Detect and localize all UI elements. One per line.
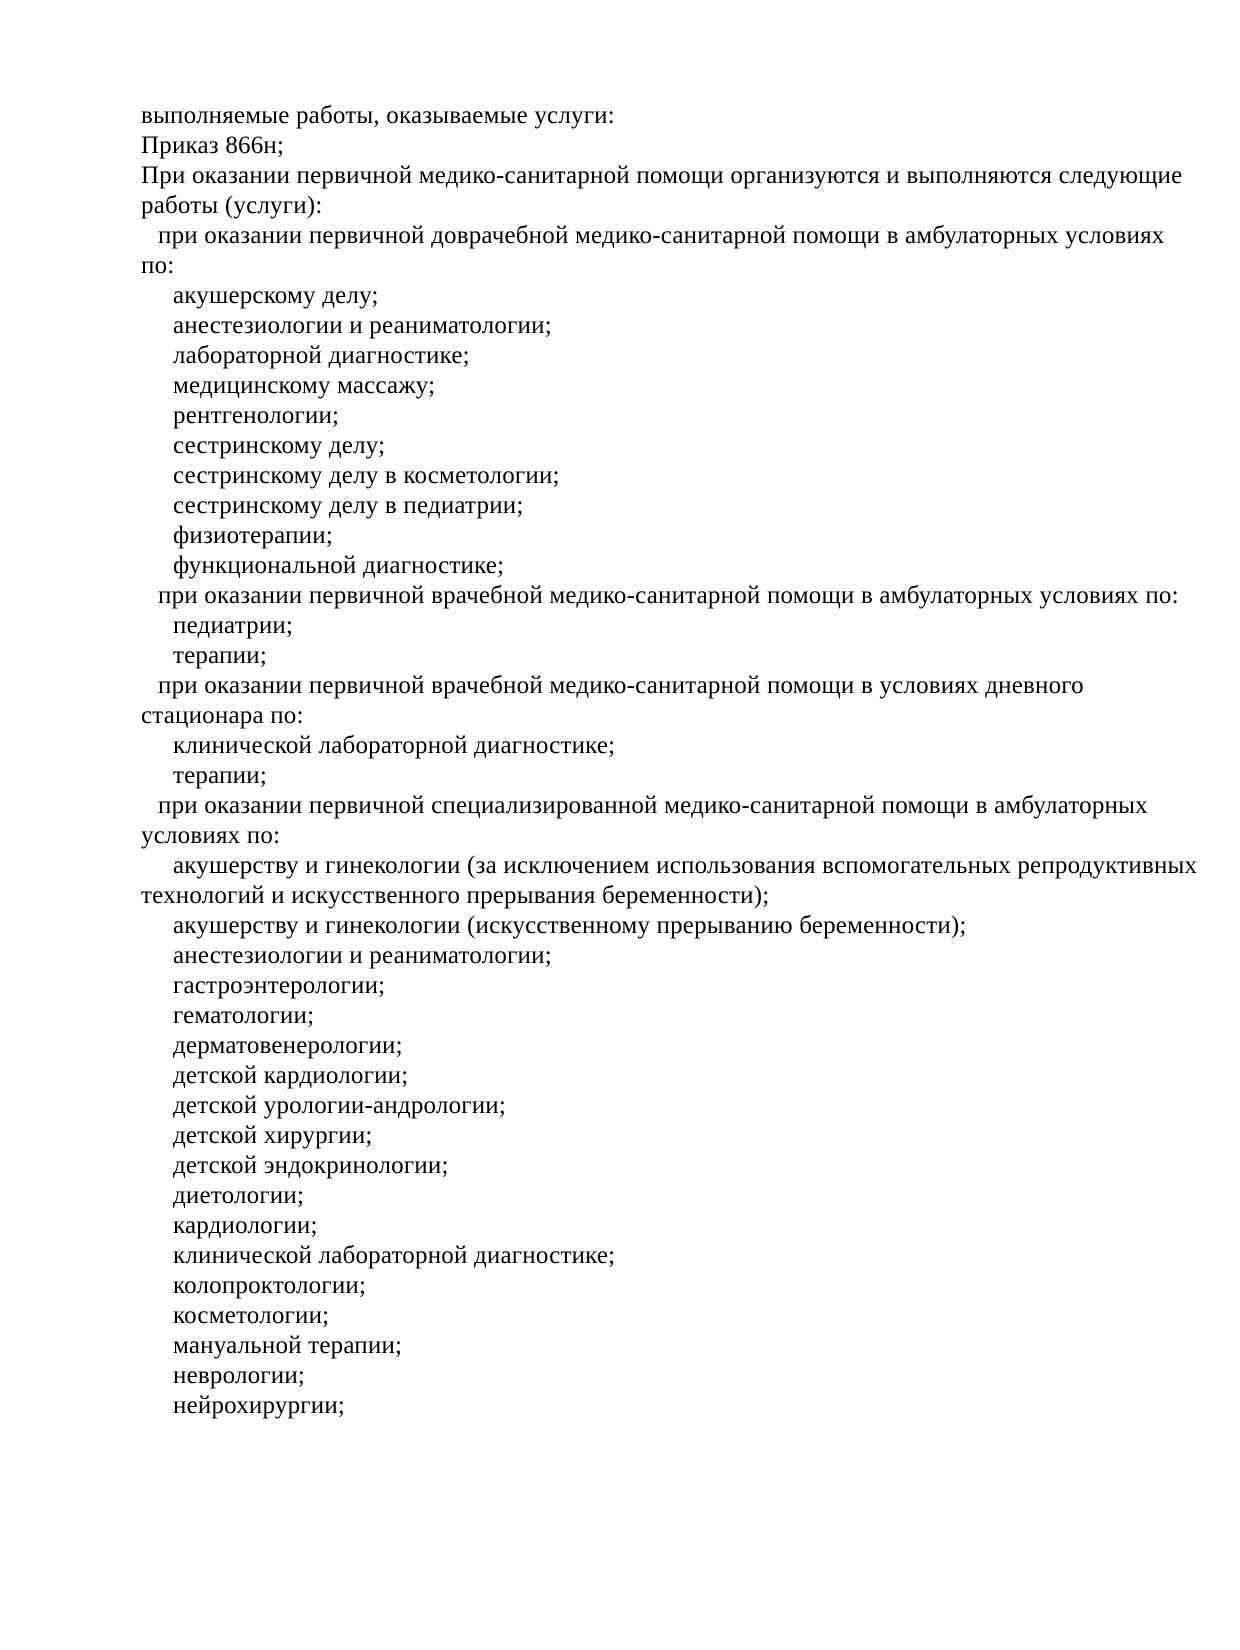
document-line: Приказ 866н; [141,132,285,159]
document-line: клинической лабораторной диагностике; [173,732,616,759]
document-line: при оказании первичной врачебной медико-санитарной помощи в условиях дневного [158,672,1084,699]
document-line: детской хирургии; [173,1122,373,1149]
document-line: неврологии; [173,1362,306,1389]
document-line: физиотерапии; [173,522,333,549]
document-page [141,101,1198,1421]
document-line: анестезиологии и реаниматологии; [173,312,552,339]
document-line: акушерству и гинекологии (искусственному прерыванию беременности); [173,912,967,939]
document-line: работы (услуги): [141,192,323,219]
document-line: при оказании первичной доврачебной медико-санитарной помощи в амбулаторных условиях [158,222,1165,249]
document-line: акушерству и гинекологии (за исключением использования вспомогательных репродуктивных [173,852,1198,879]
document-line: мануальной терапии; [173,1332,403,1359]
document-line: функциональной диагностике; [173,552,505,579]
document-line: технологий и искусственного прерывания беременности); [141,882,770,909]
document-line: сестринскому делу в педиатрии; [173,492,524,519]
document-line: дерматовенерологии; [173,1032,403,1059]
document-line: анестезиологии и реаниматологии; [173,942,552,969]
document-line: клинической лабораторной диагностике; [173,1242,616,1269]
document-line: При оказании первичной медико-санитарной помощи организуются и выполняются следующие [141,162,1183,189]
document-line: сестринскому делу; [173,432,386,459]
document-line: детской урологии-андрологии; [173,1092,507,1119]
document-line: педиатрии; [173,612,294,639]
document-line: терапии; [173,762,267,789]
document-line: по: [141,252,175,279]
document-line: гастроэнтерологии; [173,972,386,999]
document-line: колопроктологии; [173,1272,367,1299]
document-line: детской эндокринологии; [173,1152,449,1179]
document-lines [141,101,1198,1421]
document-line: нейрохирургии; [173,1392,346,1419]
document-line: акушерскому делу; [173,282,379,309]
document-line: стационара по: [141,702,304,729]
document-line: терапии; [173,642,267,669]
document-line: при оказании первичной врачебной медико-санитарной помощи в амбулаторных условиях по: [158,582,1179,609]
document-line: условиях по: [141,822,281,849]
document-line: сестринскому делу в косметологии; [173,462,560,489]
document-line: косметологии; [173,1302,330,1329]
document-line: при оказании первичной специализированной медико-санитарной помощи в амбулаторных [158,792,1148,819]
document-line: выполняемые работы, оказываемые услуги: [141,102,615,129]
document-line: детской кардиологии; [173,1062,409,1089]
document-line: диетологии; [173,1182,305,1209]
document-line: кардиологии; [173,1212,318,1239]
document-line: лабораторной диагностике; [173,342,470,369]
document-line: гематологии; [173,1002,315,1029]
document-line: рентгенологии; [173,402,340,429]
document-line: медицинскому массажу; [173,372,436,399]
